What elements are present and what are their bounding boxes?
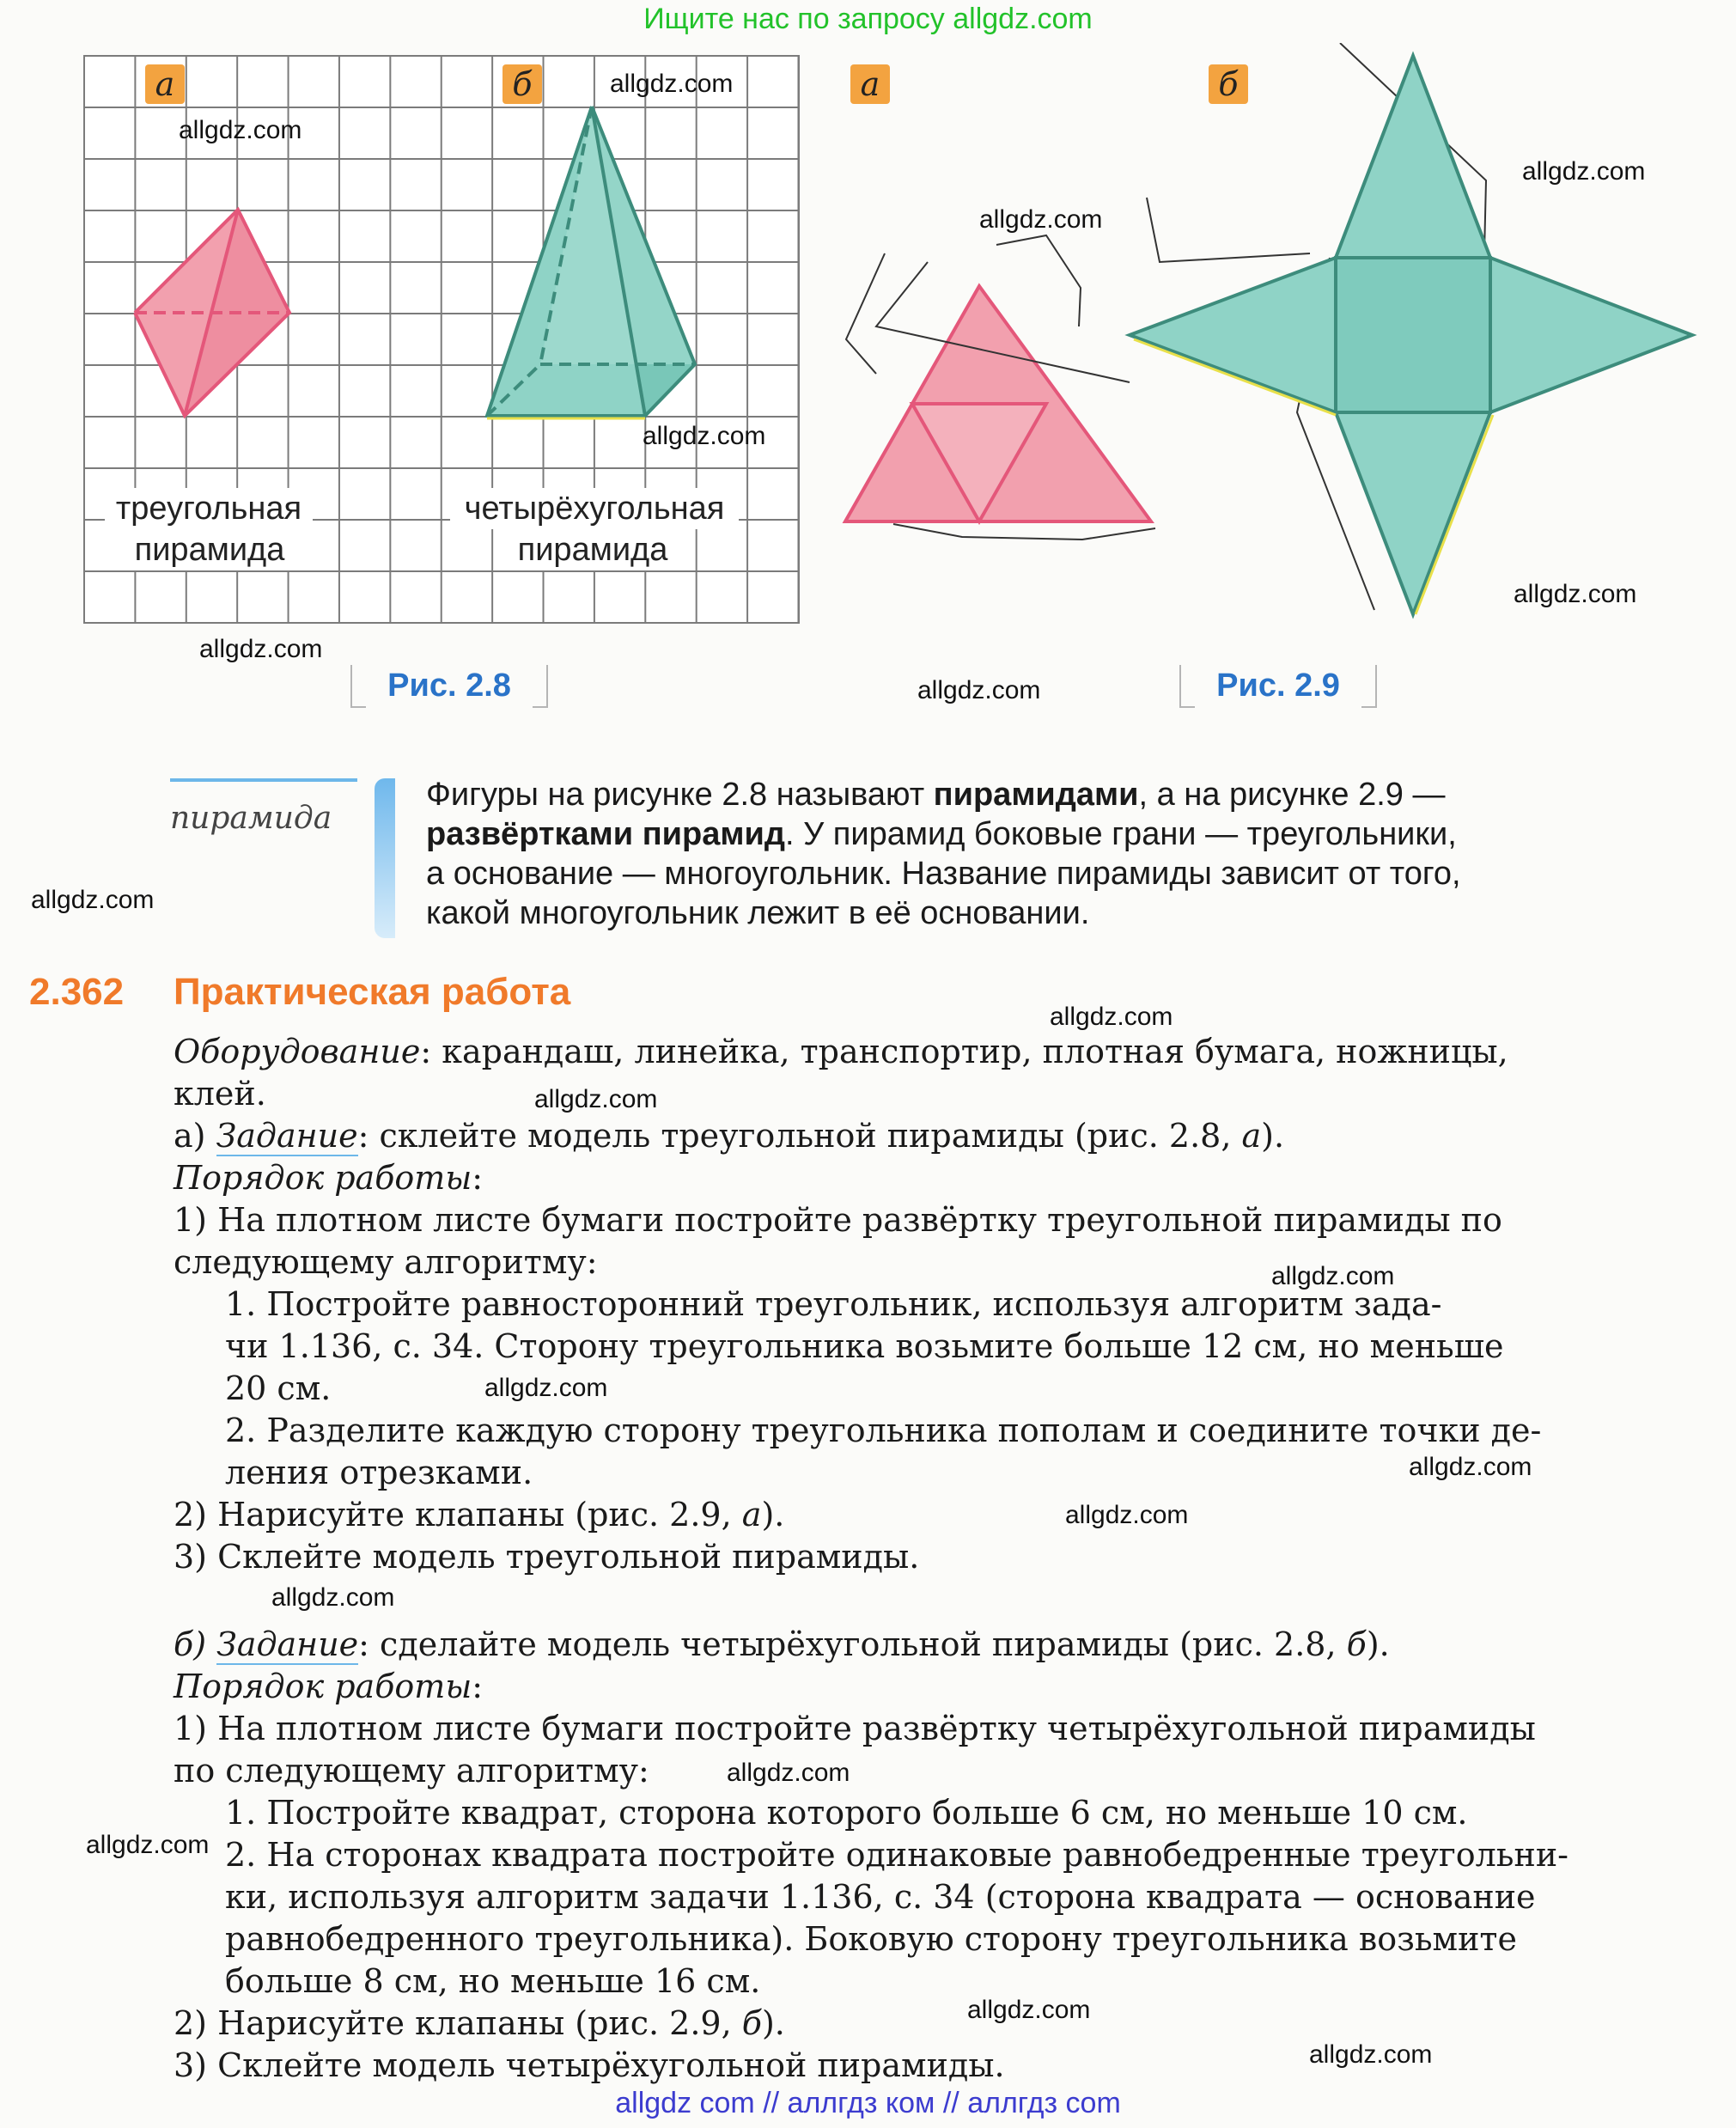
watermark: allgdz.com [534,1085,658,1113]
watermark: allgdz.com [643,422,766,450]
part-b-step-1-line-1: 1) На плотном листе бумаги постройте развёртку четырёхугольной пирамиды [174,1710,1536,1747]
part-a-step-1-line-1: 1) На плотном листе бумаги постройте развёртку треугольной пирамиды по [174,1201,1502,1239]
footer-site-links[interactable]: allgdz com // аллгдз ком // аллгдз com [615,2087,1121,2119]
header-search-link[interactable]: Ищите нас по запросу allgdz.com [643,3,1093,35]
watermark: allgdz.com [1050,1003,1173,1031]
part-b-substep-2-line-3: равнобедренного треугольника). Боковую сторону треугольника возьмите [225,1920,1517,1958]
watermark: allgdz.com [1514,580,1637,608]
equipment-line: Оборудование: карандаш, линейка, транспортир, плотная бумага, ножницы, [174,1033,1508,1070]
watermark: allgdz.com [86,1831,210,1859]
part-a-assignment: а) Задание: склейте модель треугольной пирамиды (рис. 2.8, а). [174,1117,1285,1155]
part-a-substep-2-line-1: 2. Разделите каждую сторону треугольника пополам и соедините точки де- [225,1412,1542,1449]
part-b-step-3: 3) Склейте модель четырёхугольной пирамиды. [174,2046,1005,2084]
watermark: allgdz.com [1065,1501,1189,1529]
figure-2-9-drawings [825,43,1701,644]
definition-line-2: развёртками пирамид. У пирамид боковые грани — треугольники, [426,816,1457,852]
figure-2-8-label-b: б [503,64,542,104]
watermark: allgdz.com [271,1583,395,1612]
equipment-line-2: клей. [174,1075,266,1113]
task-title: Практическая работа [174,971,571,1013]
part-b-assignment: б) Задание: сделайте модель четырёхугольной пирамиды (рис. 2.8, б). [174,1625,1390,1663]
part-a-substep-1-line-1: 1. Постройте равносторонний треугольник, используя алгоритм зада- [225,1285,1442,1323]
margin-term-pyramid: пирамида [170,801,332,836]
definition-line-4: какой многоугольник лежит в её основании. [426,895,1090,931]
definition-text [426,775,1689,933]
watermark: allgdz.com [31,886,155,914]
watermark: allgdz.com [727,1759,850,1787]
quadrilateral-pyramid [487,107,695,418]
definition-line-1: Фигуры на рисунке 2.8 называют пирамидами, а на рисунке 2.9 — [426,777,1446,813]
watermark: allgdz.com [199,635,323,663]
triangular-pyramid-label-2: пирамида [125,529,294,570]
watermark: allgdz.com [179,116,302,144]
figure-2-9-label-b: б [1209,64,1248,104]
watermark: allgdz.com [967,1996,1091,2024]
definition-line-3: а основание — многоугольник. Название пирамиды зависит от того, [426,856,1461,892]
part-b-procedure-label: Порядок работы: [174,1668,484,1705]
figure-2-9-label-a: а [850,64,890,104]
part-a-step-1-line-2: следующему алгоритму: [174,1243,598,1281]
part-b-substep-2-line-2: ки, используя алгоритм задачи 1.136, с. 34 (сторона квадрата — основание [225,1878,1536,1916]
task-number: 2.362 [29,971,125,1013]
watermark: allgdz.com [484,1374,608,1402]
quadrilateral-pyramid-label-2: пирамида [509,529,677,570]
part-b-step-1-line-2: по следующему алгоритму: [174,1752,649,1790]
margin-term-rule [170,778,357,782]
definition-bracket [375,778,395,938]
part-b-step-2: 2) Нарисуйте клапаны (рис. 2.9, б). [174,2004,785,2042]
part-a-substep-2-line-2: ления отрезками. [225,1454,533,1491]
triangular-pyramid-net [845,235,1155,540]
figure-2-8-caption: Рис. 2.8 [350,660,548,711]
part-b-substep-1: 1. Постройте квадрат, сторона которого больше 6 см, но меньше 10 см. [225,1794,1468,1832]
part-a-step-2: 2) Нарисуйте клапаны (рис. 2.9, а). [174,1496,785,1534]
part-a-substep-1-line-3: 20 см. [225,1369,332,1407]
watermark: allgdz.com [1409,1453,1532,1481]
watermark: allgdz.com [1309,2040,1433,2069]
watermark: allgdz.com [1271,1262,1395,1290]
watermark: allgdz.com [1522,157,1646,186]
watermark: allgdz.com [610,70,734,98]
figure-2-9-caption: Рис. 2.9 [1179,660,1377,711]
watermark: allgdz.com [979,205,1103,234]
part-a-step-3: 3) Склейте модель треугольной пирамиды. [174,1538,920,1576]
part-b-substep-2-line-1: 2. На сторонах квадрата постройте одинаковые равнобедренные треугольни- [225,1836,1568,1874]
triangular-pyramid-label-1: треугольная [105,488,313,529]
part-a-procedure-label: Порядок работы: [174,1159,484,1197]
triangular-pyramid [135,210,289,416]
part-a-substep-1-line-2: чи 1.136, с. 34. Сторону треугольника возьмите больше 12 см, но меньше [225,1327,1504,1365]
part-b-substep-2-line-4: больше 8 см, но меньше 16 см. [225,1962,761,2000]
watermark: allgdz.com [917,676,1041,704]
figure-2-8-label-a: а [145,64,185,104]
quadrilateral-pyramid-label-1: четырёхугольная [450,488,739,529]
